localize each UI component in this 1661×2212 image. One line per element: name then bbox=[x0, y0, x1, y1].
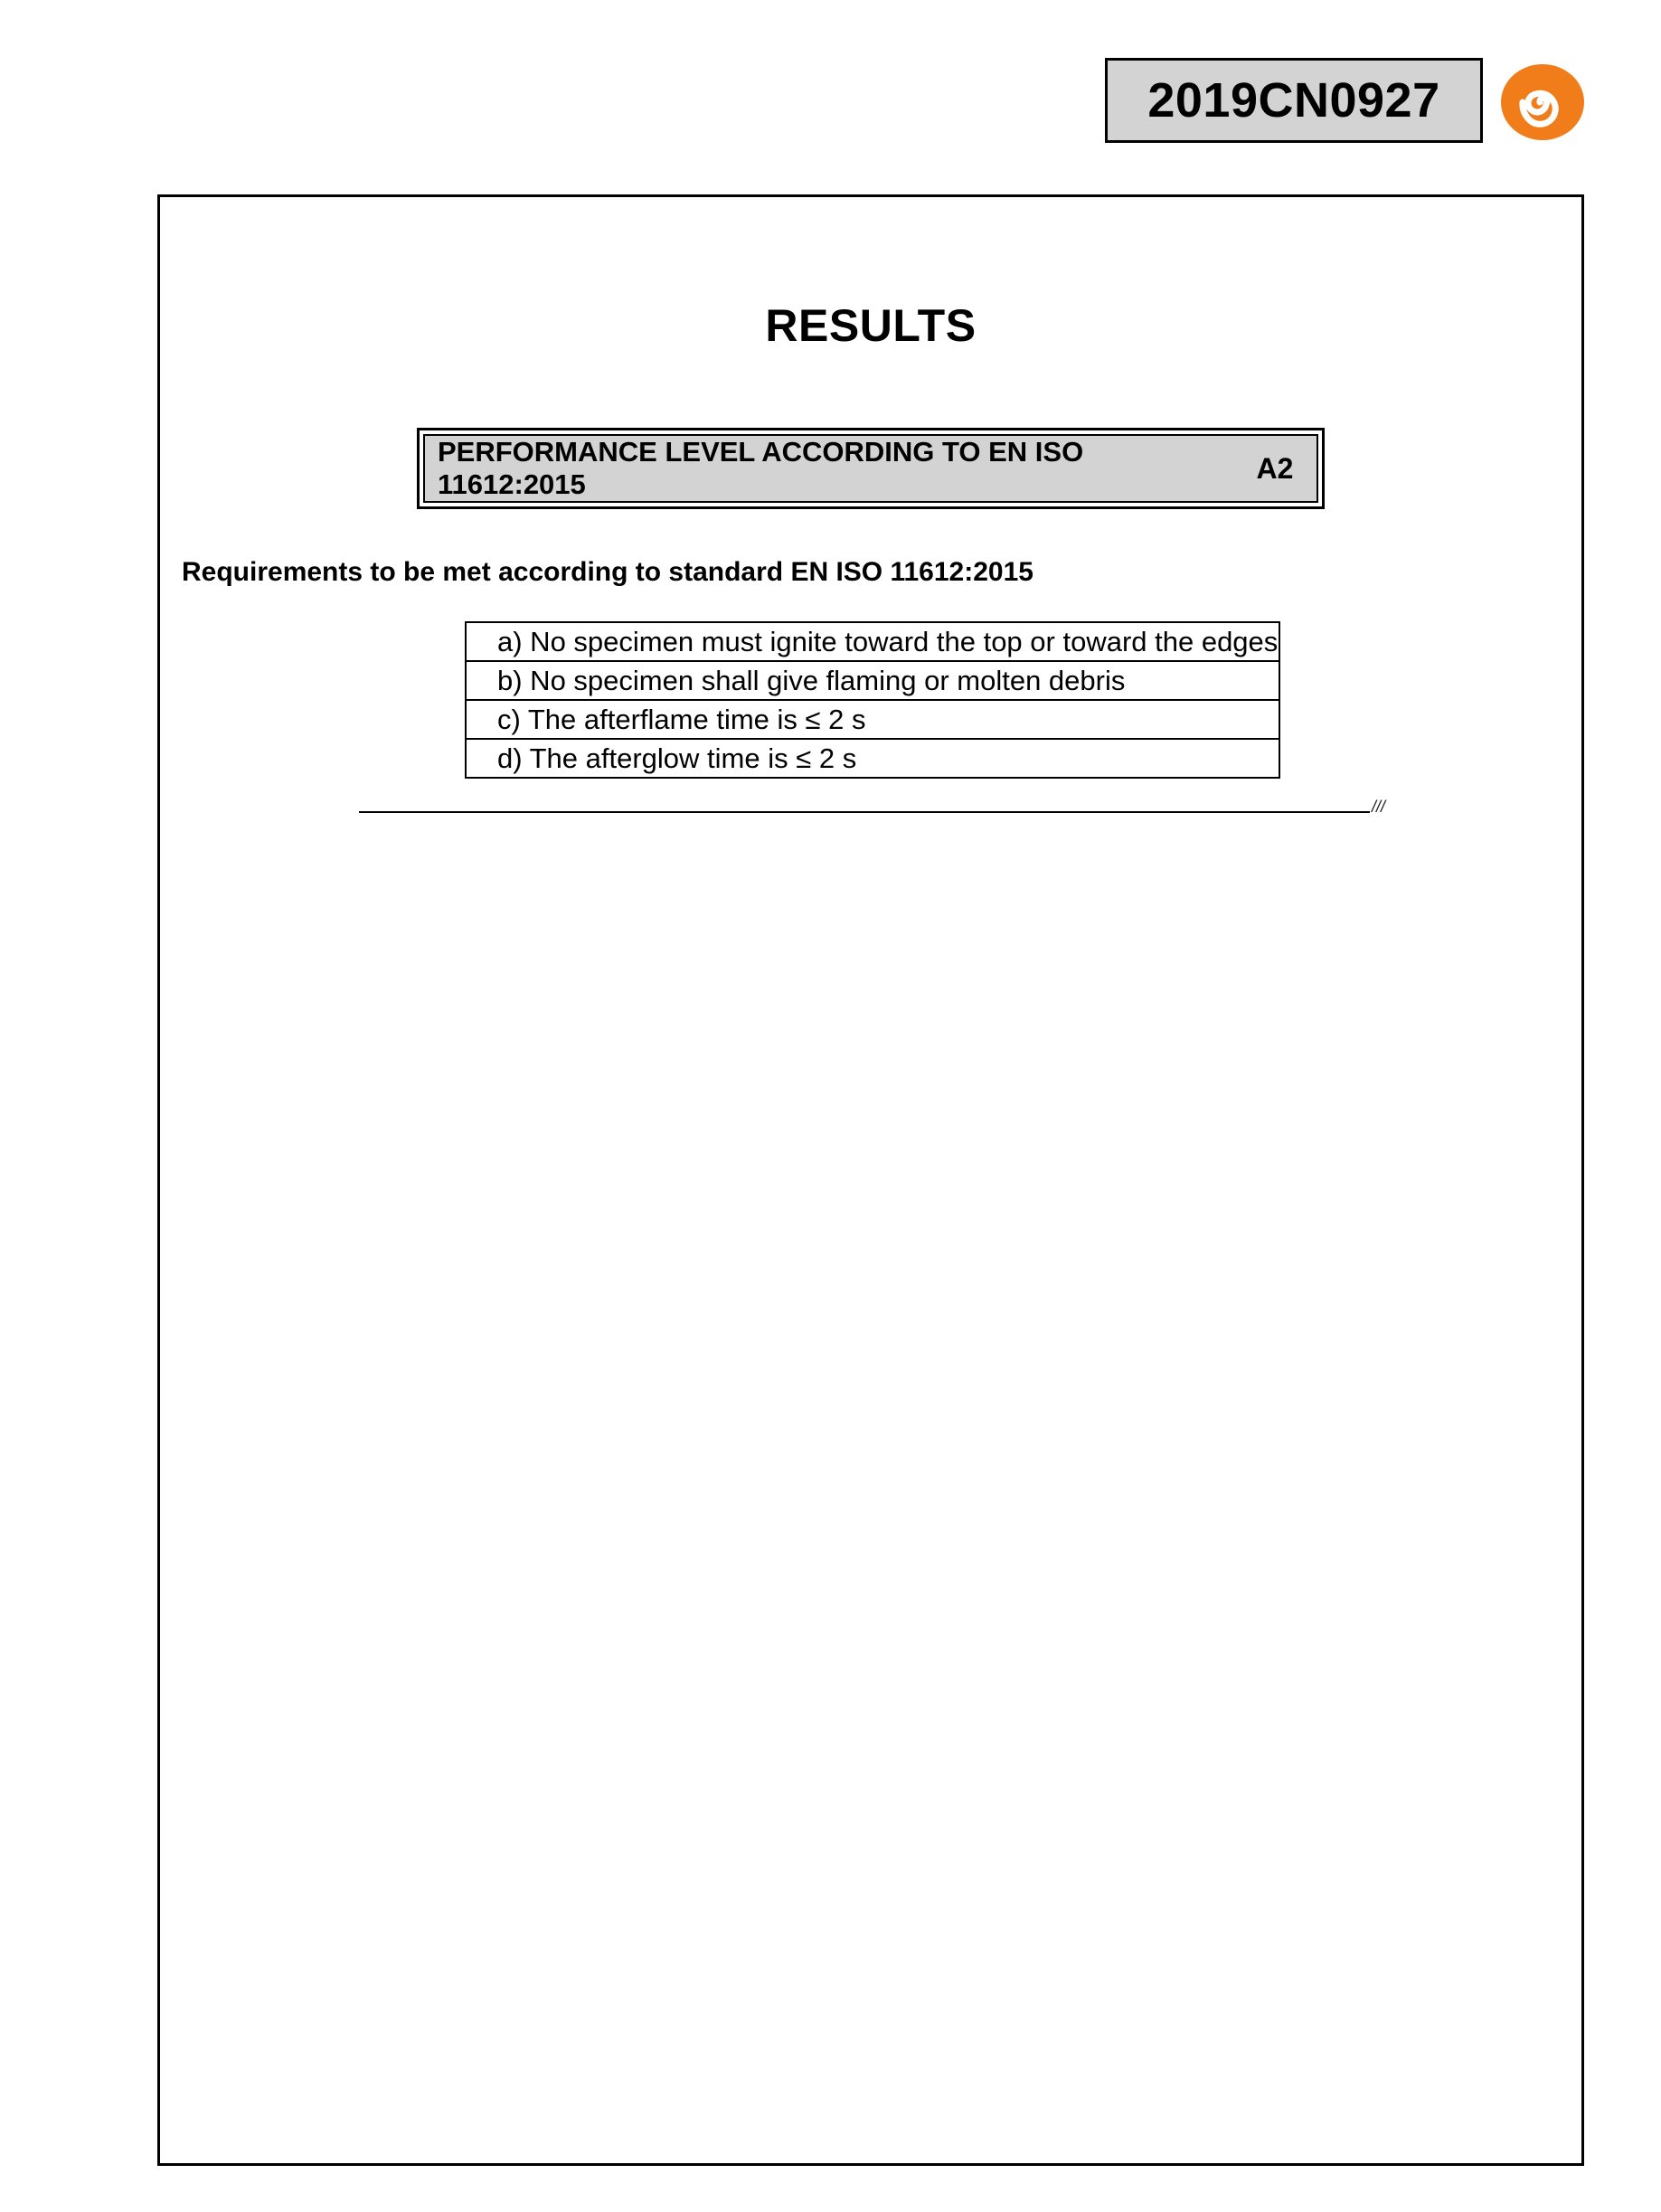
page-title: RESULTS bbox=[765, 300, 977, 351]
report-id-box bbox=[1105, 58, 1483, 143]
table-row bbox=[466, 739, 1279, 778]
table-row bbox=[466, 700, 1279, 739]
performance-level-inner bbox=[423, 434, 1318, 503]
requirement-item-d: d) The afterglow time is ≤ 2 s bbox=[466, 739, 1279, 778]
performance-level-value: A2 bbox=[1256, 451, 1294, 485]
requirements-heading: Requirements to be met according to standard EN ISO 11612:2015 bbox=[182, 557, 1033, 587]
requirement-item-c: c) The afterflame time is ≤ 2 s bbox=[466, 700, 1279, 739]
end-mark: /// bbox=[1372, 798, 1386, 816]
end-rule-divider bbox=[359, 811, 1370, 813]
page-frame bbox=[157, 194, 1584, 2166]
performance-level-box bbox=[417, 428, 1325, 509]
table-row bbox=[466, 661, 1279, 700]
requirement-item-b: b) No specimen shall give flaming or molten debris bbox=[466, 661, 1279, 700]
requirements-table bbox=[465, 621, 1280, 779]
performance-level-label: PERFORMANCE LEVEL ACCORDING TO EN ISO 11612:2015 bbox=[438, 436, 1084, 500]
report-id: 2019CN0927 bbox=[1147, 73, 1440, 128]
requirement-item-a: a) No specimen must ignite toward the top or toward the edges bbox=[466, 622, 1279, 661]
spiral-logo-icon bbox=[1497, 60, 1588, 145]
table-row bbox=[466, 622, 1279, 661]
